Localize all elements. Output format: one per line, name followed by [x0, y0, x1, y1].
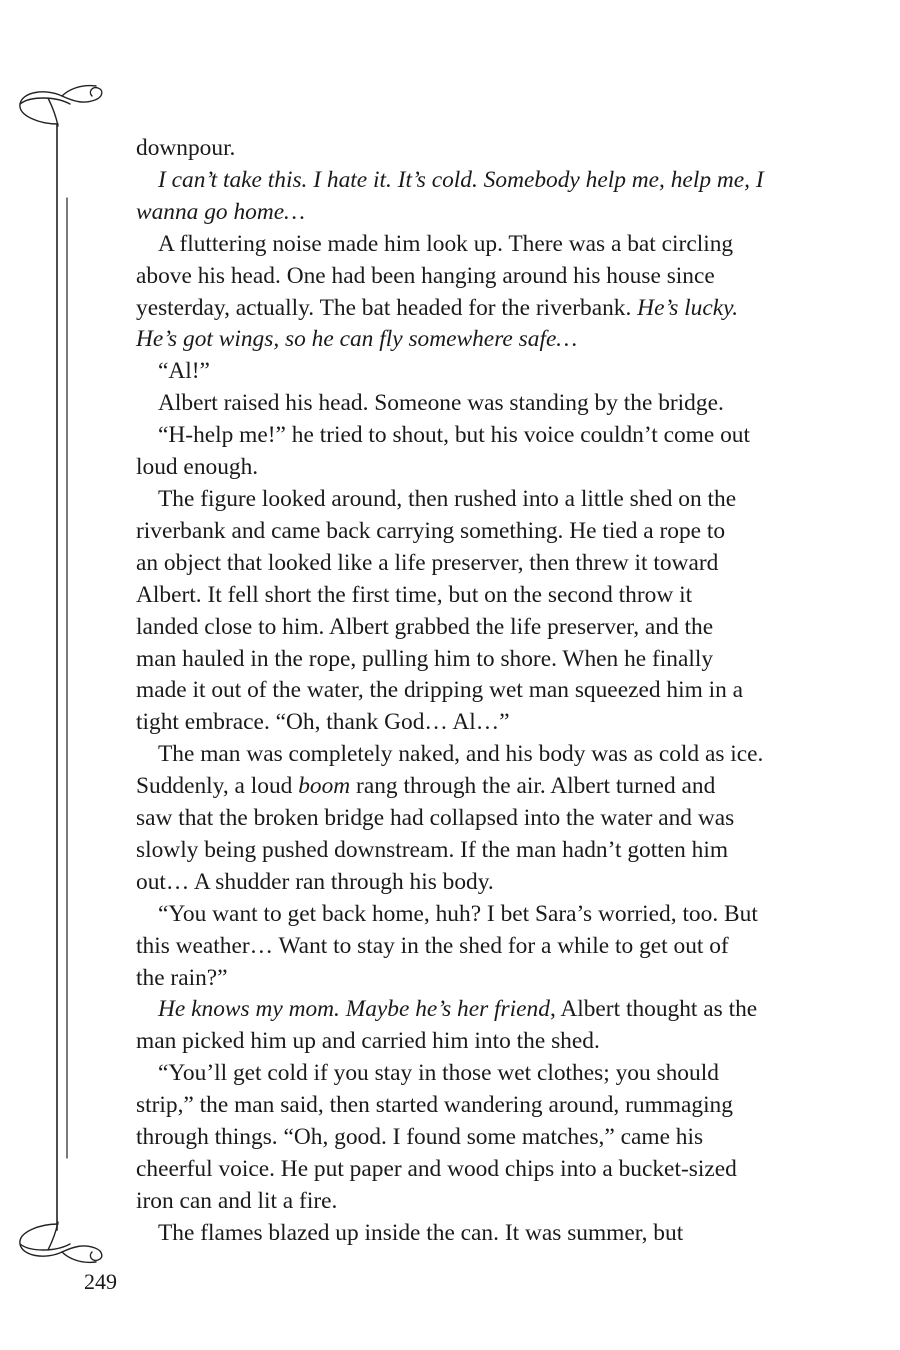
text-line: the rain?” [136, 964, 228, 991]
text-line: tight embrace. “Oh, thank God… Al…” [136, 709, 510, 736]
decorative-border-flourish [0, 0, 140, 1350]
text-line: “Al!” [158, 358, 210, 385]
text-line: He knows my mom. Maybe he’s her friend, Albert thought as the [158, 996, 758, 1023]
text-line: through things. “Oh, good. I found some matches,” came his [136, 1124, 704, 1151]
text-line: man picked him up and carried him into the shed. [136, 1028, 600, 1055]
text-line: out… A shudder ran through his body. [136, 868, 494, 895]
text-line: riverbank and came back carrying something. He tied a rope to [136, 517, 726, 544]
text-line: He’s got wings, so he can fly somewhere safe… [136, 326, 578, 353]
text-line: I can’t take this. I hate it. It’s cold. Somebody help me, help me, I [158, 166, 764, 193]
text-line: loud enough. [136, 454, 259, 481]
text-line: A fluttering noise made him look up. There was a bat circling [158, 230, 734, 257]
text-line: strip,” the man said, then started wandering around, rummaging [136, 1092, 733, 1119]
text-line: “You’ll get cold if you stay in those wet clothes; you should [158, 1060, 719, 1087]
text-line: cheerful voice. He put paper and wood chips into a bucket-sized [136, 1156, 737, 1182]
text-line: “You want to get back home, huh? I bet Sara’s worried, too. But [158, 900, 758, 927]
text-line: slowly being pushed downstream. If the man hadn’t gotten him [136, 836, 729, 863]
body-text [136, 133, 826, 1250]
top-flourish-icon [20, 88, 102, 124]
text-line: Albert. It fell short the first time, but on the second throw it [136, 581, 693, 608]
text-line: The man was completely naked, and his body was as cold as ice. [158, 741, 764, 768]
text-line: The figure looked around, then rushed into a little shed on the [158, 485, 737, 512]
text-line: iron can and lit a fire. [136, 1187, 338, 1214]
text-line: yesterday, actually. The bat headed for the riverbank. He’s lucky. [136, 294, 739, 321]
text-line: man hauled in the rope, pulling him to shore. When he finally [136, 645, 714, 672]
text-line: Albert raised his head. Someone was standing by the bridge. [158, 390, 724, 417]
text-line: this weather… Want to stay in the shed for a while to get out of [136, 932, 729, 959]
text-line: “H-help me!” he tried to shout, but his voice couldn’t come out [158, 422, 750, 449]
text-line: made it out of the water, the dripping wet man squeezed him in a [136, 677, 744, 704]
text-line: saw that the broken bridge had collapsed into the water and was [136, 805, 735, 832]
bottom-flourish-icon [20, 1224, 102, 1260]
text-line: The flames blazed up inside the can. It was summer, but [158, 1219, 684, 1246]
text-line: wanna go home… [136, 198, 305, 225]
text-line: an object that looked like a life preserver, then threw it toward [136, 549, 719, 576]
page-number: 249 [84, 1269, 117, 1294]
text-line: Suddenly, a loud boom rang through the air. Albert turned and [136, 773, 716, 800]
text-line: downpour. [136, 135, 236, 161]
text-line: above his head. One had been hanging around his house since [136, 262, 715, 289]
text-line: landed close to him. Albert grabbed the life preserver, and the [136, 613, 714, 640]
